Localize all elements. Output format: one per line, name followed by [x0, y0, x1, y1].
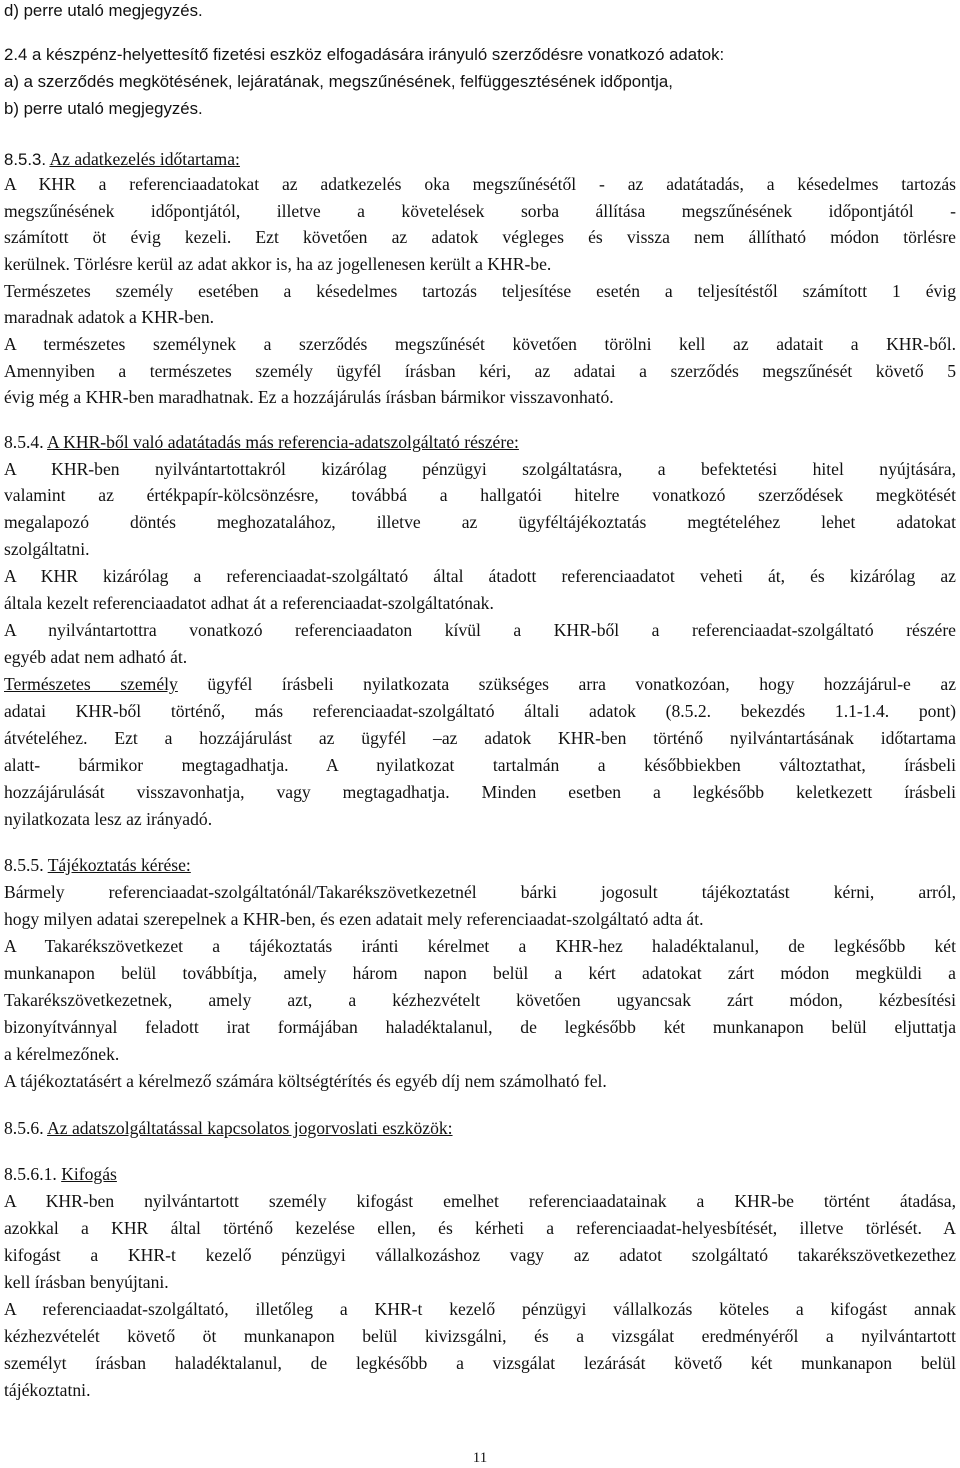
paragraph-line: munkanapon belül továbbítja, amely három napon belül a kért adatokat zárt módon megküldi a: [4, 963, 956, 983]
section-title: A KHR-ből való adatátadás más referencia-adatszolgáltató részére:: [47, 432, 519, 452]
intro-line-2-4: 2.4 a készpénz-helyettesítő fizetési eszköz elfogadására irányuló szerződésre vonatkozó adatok:: [4, 45, 725, 64]
section-number: 8.5.5.: [4, 855, 44, 875]
section-title: Tájékoztatás kérése:: [47, 855, 191, 875]
paragraph-line: A referenciaadat-szolgáltató, illetőleg a KHR-t kezelő pénzügyi vállalkozás köteles a kifogást annak: [4, 1299, 956, 1319]
intro-line-b: b) perre utaló megjegyzés.: [4, 99, 203, 118]
intro-line-a: a) a szerződés megkötésének, lejáratának, megszűnésének, felfüggesztésének időpontja,: [4, 72, 673, 91]
paragraph-line-consent: [4, 673, 956, 695]
page-number: 11: [472, 1450, 488, 1466]
section-8-5-5-heading: [4, 854, 956, 876]
paragraph-line: hogy milyen adatai szerepelnek a KHR-ben, és ezen adatait mely referenciaadat-szolgáltató adta át.: [4, 909, 704, 929]
paragraph-line: megalapozó döntés meghozatalához, illetve az ügyféltájékoztatás megtételéhez lehet adatokat: [4, 512, 956, 532]
intro-line-d: d) perre utaló megjegyzés.: [4, 1, 203, 20]
paragraph-line: azokkal a KHR által történő kezelése ellen, és kérheti a referenciaadat-helyesbítését, illetve törlését. A: [4, 1218, 956, 1238]
section-8-5-6-1-heading: [4, 1163, 956, 1185]
paragraph-line: A természetes személynek a szerződés megszűnését követően törölni kell az adatait a KHR-ből.: [4, 334, 956, 354]
paragraph-line: A KHR kizárólag a referenciaadat-szolgáltató által átadott referenciaadatot veheti át, és kizárólag az: [4, 566, 956, 586]
paragraph-line: A KHR a referenciaadatokat az adatkezelés oka megszűnésétől - az adatátadás, a késedelmes tartozás: [4, 174, 956, 194]
section-number: 8.5.6.: [4, 1118, 44, 1138]
paragraph-line: valamint az értékpapír-kölcsönzésre, továbbá a hallgatói hitelre vonatkozó szerződések megkötését: [4, 485, 956, 505]
paragraph-line: személyt írásban haladéktalanul, de legkésőbb a vizsgálat lezárását követő két munkanapon belül: [4, 1353, 956, 1373]
section-number: 8.5.4.: [4, 432, 44, 452]
paragraph-line: átvételéhez. Ezt a hozzájárulást az ügyfél –az adatok KHR-ben történő nyilvántartásának időtartama: [4, 728, 956, 748]
paragraph-line: Takarékszövetkezetnek, amely azt, a kézhezvételt követően ugyancsak zárt módon, kézbesítési: [4, 990, 956, 1010]
section-number: 8.5.6.1.: [4, 1164, 57, 1184]
paragraph-line: egyéb adat nem adható át.: [4, 647, 188, 667]
paragraph-line: tájékoztatni.: [4, 1380, 91, 1400]
paragraph-line: A tájékoztatásért a kérelmező számára költségtérítés és egyéb díj nem számolható fel.: [4, 1071, 607, 1091]
paragraph-line: kifogást a KHR-t kezelő pénzügyi vállalkozáshoz vagy az adatot szolgáltató takarékszövetkezethez: [4, 1245, 956, 1265]
paragraph-line: kell írásban benyújtani.: [4, 1272, 169, 1292]
term-natural-person: Természetes személy: [4, 674, 178, 694]
consent-text: ügyfél írásbeli nyilatkozata szükséges arra vonatkozóan, hogy hozzájárul-e az: [177, 674, 956, 694]
paragraph-line: évig még a KHR-ben maradhatnak. Ez a hozzájárulás írásban bármikor visszavonható.: [4, 387, 614, 407]
paragraph-line: hozzájárulását visszavonhatja, vagy megtagadhatja. Minden esetben a legkésőbb keletkezett írásbeli: [4, 782, 956, 802]
paragraph-line: maradnak adatok a KHR-ben.: [4, 307, 215, 327]
paragraph-line: számított öt évig kezeli. Ezt követően az adatok végleges és vissza nem állítható módon törlésre: [4, 227, 956, 247]
section-title: Kifogás: [61, 1164, 117, 1184]
paragraph-line: megszűnésének időpontjától, illetve a követelések sorba állítása megszűnésének időpontjától -: [4, 201, 956, 221]
paragraph-line: bizonyítvánnyal feladott irat formájában haladéktalanul, de legkésőbb két munkanapon belül eljuttatja: [4, 1017, 956, 1037]
paragraph-line: adatai KHR-ből történő, más referenciaadat-szolgáltató általi adatok (8.5.2. bekezdés 1.1-1.4. pont): [4, 701, 956, 721]
section-8-5-3-heading: [4, 148, 956, 171]
section-8-5-4-heading: [4, 431, 956, 453]
paragraph-line: nyilatkozata lesz az irányadó.: [4, 809, 213, 829]
paragraph-line: A KHR-ben nyilvántartott személy kifogást emelhet referenciaadatainak a KHR-be történt átadása,: [4, 1191, 956, 1211]
paragraph-line: kerülnek. Törlésre kerül az adat akkor is, ha az jogellenesen került a KHR-be.: [4, 254, 552, 274]
section-title: Az adatkezelés időtartama:: [49, 149, 240, 169]
paragraph-line: A nyilvántartottra vonatkozó referenciaadaton kívül a KHR-ből a referenciaadat-szolgáltató részére: [4, 620, 956, 640]
paragraph-line: Bármely referenciaadat-szolgáltatónál/Takarékszövetkezetnél bárki jogosult tájékoztatást kérni, arról,: [4, 882, 956, 902]
paragraph-line: alatt- bármikor megtagadhatja. A nyilatkozat tartalmán a későbbiekben változtathat, írásbeli: [4, 755, 956, 775]
section-title: Az adatszolgáltatással kapcsolatos jogorvoslati eszközök:: [47, 1118, 453, 1138]
paragraph-line: Természetes személy esetében a késedelmes tartozás teljesítése esetén a teljesítéstől számított 1 évig: [4, 281, 956, 301]
paragraph-line: kézhezvételét követő öt munkanapon belül kivizsgálni, és a vizsgálat eredményéről a nyilvántartott: [4, 1326, 956, 1346]
paragraph-line: A Takarékszövetkezet a tájékoztatás iránti kérelmet a KHR-hez haladéktalanul, de legkésőbb két: [4, 936, 956, 956]
paragraph-line: szolgáltatni.: [4, 539, 90, 559]
paragraph-line: általa kezelt referenciaadatot adhat át a referenciaadat-szolgáltatónak.: [4, 593, 494, 613]
paragraph-line: A KHR-ben nyilvántartottakról kizárólag pénzügyi szolgáltatásra, a befektetési hitel nyújtására,: [4, 459, 956, 479]
paragraph-line: a kérelmezőnek.: [4, 1044, 120, 1064]
paragraph-line: Amennyiben a természetes személy ügyfél írásban kéri, az adatai a szerződés megszűnését követő 5: [4, 361, 956, 381]
section-8-5-6-heading: [4, 1117, 956, 1139]
section-number: 8.5.3.: [4, 150, 46, 169]
